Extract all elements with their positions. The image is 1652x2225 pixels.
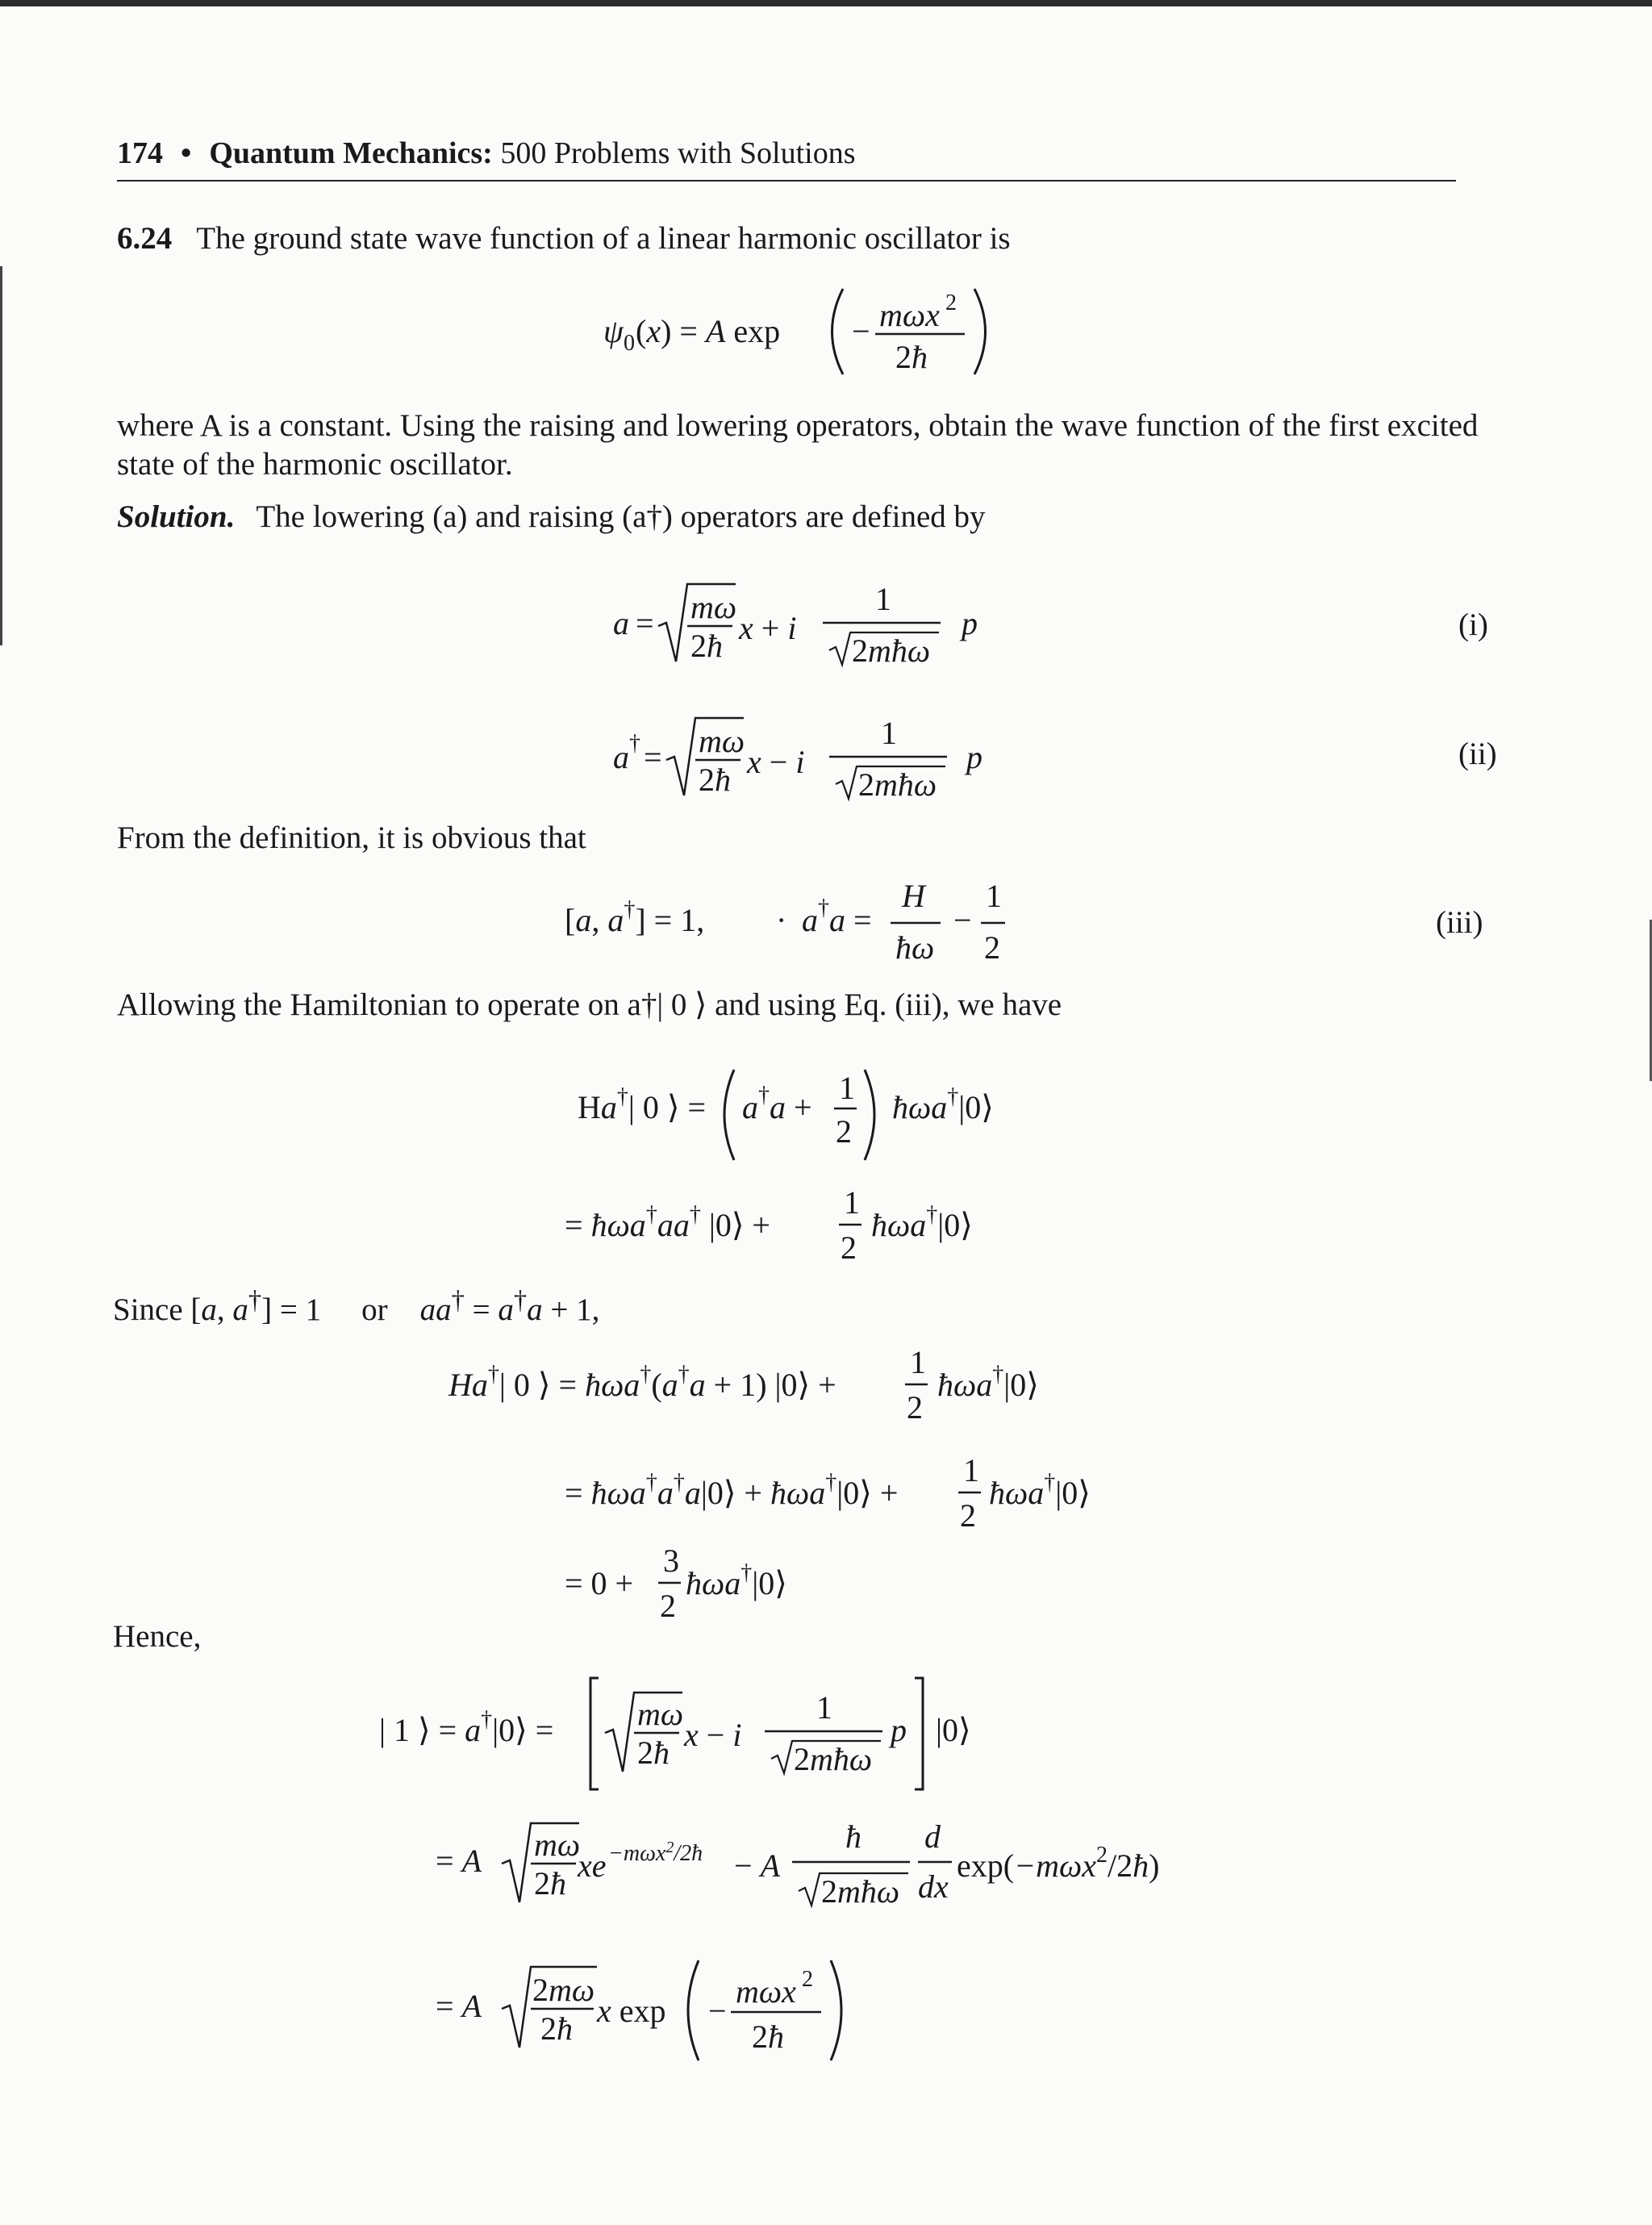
solution-intro xyxy=(117,498,986,536)
svg-text:ψ: ψ xyxy=(603,313,624,349)
svg-text:2ħ: 2ħ xyxy=(895,339,928,375)
svg-text:1: 1 xyxy=(910,1344,926,1380)
svg-text:2ħ: 2ħ xyxy=(752,2018,784,2055)
svg-text:= ħωa†aa† |0⟩ +: = ħωa†aa† |0⟩ + xyxy=(565,1202,770,1243)
svg-text:1: 1 xyxy=(986,878,1002,914)
svg-text:|0⟩: |0⟩ xyxy=(936,1712,971,1748)
svg-text:mω: mω xyxy=(699,723,745,759)
svg-text:1: 1 xyxy=(839,1070,855,1106)
svg-text:ħωa†|0⟩: ħωa†|0⟩ xyxy=(989,1470,1091,1511)
commutator-formula xyxy=(565,870,1049,975)
hamiltonian-expansion-formula-1 xyxy=(448,1339,1094,1436)
svg-text:a: a xyxy=(802,902,818,938)
svg-text:1: 1 xyxy=(816,1689,832,1726)
svg-text:ħωa†|0⟩: ħωa†|0⟩ xyxy=(871,1202,973,1243)
svg-text:Ha†| 0 ⟩ = ħωa†(a†a + 1) |0⟩ +: Ha†| 0 ⟩ = ħωa†(a†a + 1) |0⟩ + xyxy=(448,1362,836,1403)
svg-text:mωx: mωx xyxy=(736,1973,796,2010)
svg-text:2: 2 xyxy=(836,1113,852,1150)
svg-text:2: 2 xyxy=(660,1588,676,1624)
svg-text:†: † xyxy=(629,731,640,756)
svg-text:ħωa†|0⟩: ħωa†|0⟩ xyxy=(892,1084,994,1125)
svg-text:0: 0 xyxy=(624,331,635,356)
svg-text:a =: a = xyxy=(829,902,872,938)
equation-label-i: (i) xyxy=(1458,607,1488,642)
svg-text:− A: − A xyxy=(734,1847,780,1884)
solution-label: Solution. xyxy=(117,499,236,534)
svg-text:| 1 ⟩ = a†|0⟩ =: | 1 ⟩ = a†|0⟩ = xyxy=(379,1707,554,1748)
svg-text:−: − xyxy=(953,902,972,938)
problem-statement xyxy=(117,219,1011,258)
svg-text:2: 2 xyxy=(960,1497,976,1534)
svg-text:−: − xyxy=(708,1993,727,2029)
first-excited-state-formula-3 xyxy=(436,1944,920,2081)
svg-text:= 0 +: = 0 + xyxy=(565,1565,634,1601)
svg-text:2mħω: 2mħω xyxy=(794,1741,873,1777)
book-title-bold: Quantum Mechanics: xyxy=(209,136,493,170)
svg-text:ħ: ħ xyxy=(845,1818,861,1855)
svg-text:mω: mω xyxy=(637,1696,684,1732)
svg-text:†: † xyxy=(758,1083,770,1108)
equation-label-ii: (ii) xyxy=(1458,737,1497,771)
raising-operator-formula xyxy=(597,695,1016,824)
svg-text:a: a xyxy=(742,1089,758,1125)
allowing-text: Allowing the Hamiltonian to operate on a†| 0 ⟩ and using Eq. (iii), we have xyxy=(117,987,1062,1022)
equation-ground-state xyxy=(565,273,1016,394)
hamiltonian-action-formula-2 xyxy=(565,1179,1049,1276)
svg-text:H: H xyxy=(902,878,925,914)
svg-text:x − i: x − i xyxy=(747,744,805,780)
since-label: Since xyxy=(113,1292,183,1327)
svg-text:1: 1 xyxy=(963,1452,979,1488)
svg-text:ħωa†|0⟩: ħωa†|0⟩ xyxy=(937,1362,1039,1403)
svg-text:2mħω: 2mħω xyxy=(858,766,937,803)
svg-text:d: d xyxy=(924,1818,941,1855)
scan-edge-left xyxy=(0,266,2,645)
svg-text:exp(−mωx2/2ħ): exp(−mωx$^2$/2ħ) xyxy=(957,1843,1160,1884)
svg-text:†: † xyxy=(818,895,829,920)
svg-text:2ħ: 2ħ xyxy=(534,1865,566,1901)
equation-first-excited-state-2 xyxy=(436,1807,1226,1952)
running-header xyxy=(117,136,1456,181)
book-title-rest: 500 Problems with Solutions xyxy=(500,136,856,170)
header-rule xyxy=(117,180,1456,182)
or-label: or xyxy=(361,1292,388,1327)
first-excited-state-formula-2 xyxy=(436,1807,1226,1952)
svg-text:p: p xyxy=(966,739,982,775)
svg-text:ħω: ħω xyxy=(895,929,935,966)
svg-text:2ħ: 2ħ xyxy=(540,2010,573,2047)
from-definition-text: From the definition, it is obvious that xyxy=(117,820,586,855)
equation-first-excited-state-1 xyxy=(379,1668,1024,1805)
header-bullet: • xyxy=(181,136,192,170)
svg-text:xe: xe xyxy=(578,1847,607,1884)
equation-hamiltonian-expansion-1 xyxy=(448,1339,1094,1436)
hamiltonian-expansion-formula-2 xyxy=(565,1447,1210,1544)
since-line: Since [a, a†] = 1 or aa† = a†a + 1, xyxy=(113,1286,600,1327)
svg-text:2ħ: 2ħ xyxy=(637,1734,670,1771)
svg-text:=: = xyxy=(644,739,662,775)
svg-text:x exp: x exp xyxy=(597,1993,666,2029)
svg-text:mω: mω xyxy=(534,1826,581,1863)
equation-hamiltonian-action-2 xyxy=(565,1179,1049,1276)
svg-text:(x) = A exp: (x) = A exp xyxy=(636,313,781,349)
problem-continuation: where A is a constant. Using the raising and lowering operators, obtain the wave function of the first excited state of the harmonic oscillator. xyxy=(117,408,1479,482)
svg-text:2: 2 xyxy=(841,1229,857,1266)
scan-edge-top xyxy=(0,0,1652,6)
equation-lowering-operator xyxy=(597,561,1016,691)
hence-text: Hence, xyxy=(113,1619,202,1654)
svg-text:2: 2 xyxy=(984,929,1000,966)
svg-text:2mħω: 2mħω xyxy=(852,632,931,669)
solution-intro-text: The lowering (a) and raising (a†) operators are defined by xyxy=(256,499,986,534)
svg-text:2: 2 xyxy=(802,1967,813,1992)
svg-text:dx: dx xyxy=(918,1868,949,1905)
svg-text:2ħ: 2ħ xyxy=(690,628,723,664)
equation-first-excited-state-3 xyxy=(436,1944,920,2081)
svg-text:2: 2 xyxy=(945,290,957,315)
equation-raising-operator xyxy=(597,695,1016,824)
svg-text:3: 3 xyxy=(663,1542,679,1579)
svg-text:p: p xyxy=(891,1712,907,1748)
problem-number: 6.24 xyxy=(117,221,173,256)
svg-text:x + i: x + i xyxy=(739,610,797,646)
hamiltonian-expansion-formula-3 xyxy=(565,1538,968,1634)
svg-text:2mħω: 2mħω xyxy=(821,1873,900,1910)
svg-text:ħωa†|0⟩: ħωa†|0⟩ xyxy=(686,1560,787,1601)
svg-text:Ha†| 0 ⟩ =: Ha†| 0 ⟩ = xyxy=(578,1084,707,1125)
svg-text:·: · xyxy=(776,902,787,938)
svg-text:= A: = A xyxy=(436,1843,482,1879)
svg-text:a: a xyxy=(613,739,629,775)
svg-text:=: = xyxy=(636,605,654,641)
equation-label-iii: (iii) xyxy=(1436,905,1483,940)
equation-hamiltonian-expansion-2 xyxy=(565,1447,1210,1544)
page-number: 174 xyxy=(117,136,163,170)
svg-text:x − i: x − i xyxy=(684,1717,742,1753)
lowering-operator-formula xyxy=(597,561,1016,691)
svg-text:−mωx2/2ħ: −mωx$^2$/2ħ xyxy=(608,1839,703,1866)
svg-text:= A: = A xyxy=(436,1988,482,2024)
svg-text:2ħ: 2ħ xyxy=(699,762,731,798)
svg-text:a +: a + xyxy=(770,1089,812,1125)
svg-text:[a, a†] = 1,: [a, a†] = 1, xyxy=(565,897,705,938)
svg-text:= ħωa†a†a|0⟩ + ħωa†|0⟩ +: = ħωa†a†a|0⟩ + ħωa†|0⟩ + xyxy=(565,1470,899,1511)
equation-hamiltonian-expansion-3 xyxy=(565,1538,968,1634)
svg-text:mωx: mωx xyxy=(879,297,940,333)
svg-text:2mω: 2mω xyxy=(532,1972,595,2008)
svg-text:1: 1 xyxy=(881,715,897,751)
svg-text:2: 2 xyxy=(907,1389,923,1426)
first-excited-state-formula-1 xyxy=(379,1668,1024,1805)
svg-text:−: − xyxy=(852,313,870,349)
equation-commutator xyxy=(565,870,1049,975)
svg-text:a: a xyxy=(613,605,629,641)
svg-text:1: 1 xyxy=(875,581,891,617)
svg-text:p: p xyxy=(962,605,978,641)
ground-state-formula xyxy=(565,273,1016,394)
svg-text:mω: mω xyxy=(690,589,737,625)
problem-text: The ground state wave function of a linear harmonic oscillator is xyxy=(196,221,1011,256)
svg-text:1: 1 xyxy=(844,1184,860,1221)
